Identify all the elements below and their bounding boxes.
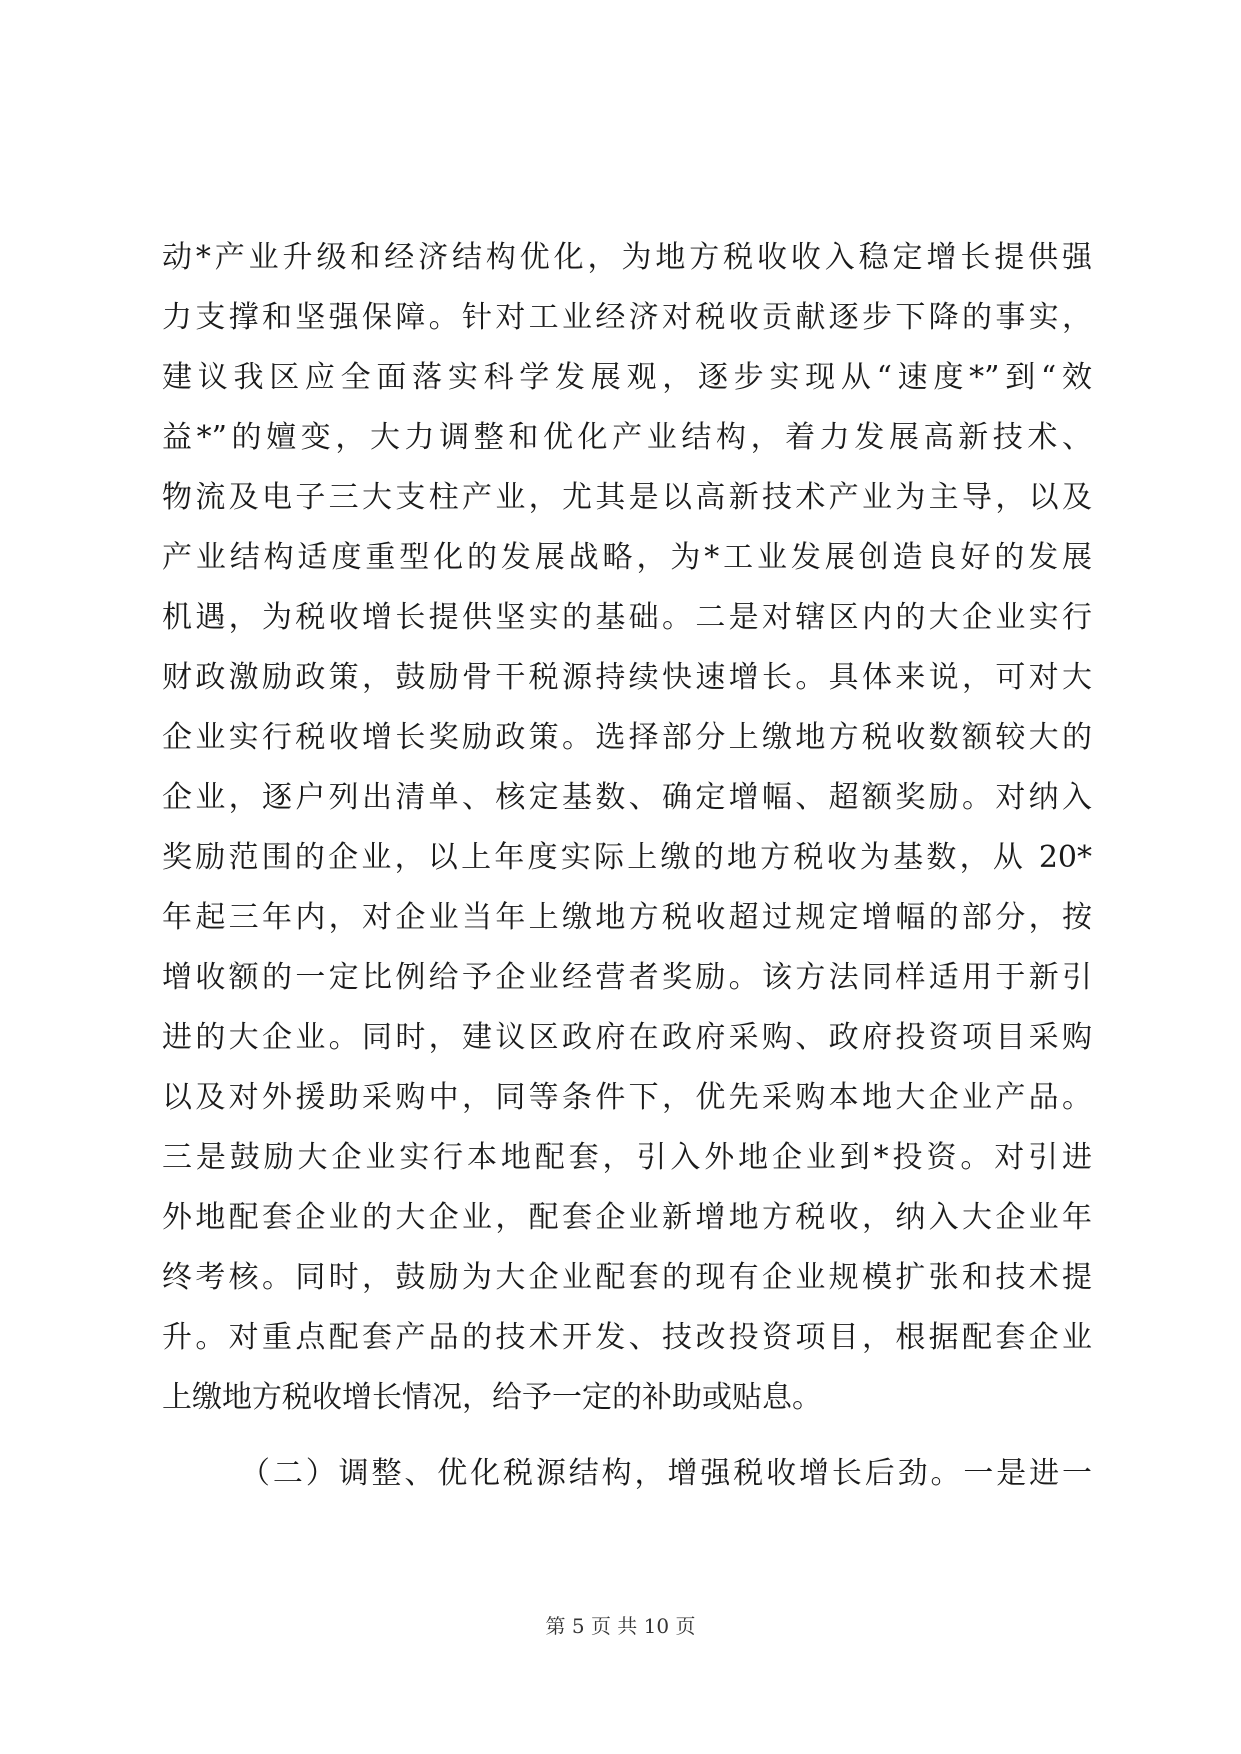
text-line: 动*产业升级和经济结构优化，为地方税收收入稳定增长提供强	[162, 240, 1092, 275]
text-line: 机遇，为税收增长提供坚实的基础。二是对辖区内的大企业实行	[162, 600, 1092, 635]
text-line: 上缴地方税收增长情况，给予一定的补助或贴息。	[162, 1380, 822, 1415]
text-line: 三是鼓励大企业实行本地配套，引入外地企业到*投资。对引进	[162, 1140, 1092, 1175]
text-line: 奖励范围的企业，以上年度实际上缴的地方税收为基数，从 20*	[162, 840, 1092, 875]
text-line: 年起三年内，对企业当年上缴地方税收超过规定增幅的部分，按	[162, 900, 1092, 935]
text-line: 产业结构适度重型化的发展战略，为*工业发展创造良好的发展	[162, 540, 1092, 575]
text-line: 企业实行税收增长奖励政策。选择部分上缴地方税收数额较大的	[162, 720, 1092, 755]
text-line: 财政激励政策，鼓励骨干税源持续快速增长。具体来说，可对大	[162, 660, 1092, 695]
text-line: 物流及电子三大支柱产业，尤其是以高新技术产业为主导，以及	[162, 480, 1092, 515]
text-line: 力支撑和坚强保障。针对工业经济对税收贡献逐步下降的事实，	[162, 300, 1092, 335]
text-line: 建议我区应全面落实科学发展观，逐步实现从“速度*”到“效	[162, 360, 1092, 395]
section-heading-line: （二）调整、优化税源结构，增强税收增长后劲。一是进一	[240, 1456, 1092, 1491]
text-line: 外地配套企业的大企业，配套企业新增地方税收，纳入大企业年	[162, 1200, 1092, 1235]
text-line: 终考核。同时，鼓励为大企业配套的现有企业规模扩张和技术提	[162, 1260, 1092, 1295]
paragraph-gap	[162, 1428, 1092, 1444]
body-text	[162, 228, 1092, 1504]
text-line: 益*”的嬗变，大力调整和优化产业结构，着力发展高新技术、	[162, 420, 1092, 455]
text-line: 以及对外援助采购中，同等条件下，优先采购本地大企业产品。	[162, 1080, 1092, 1115]
text-line: 进的大企业。同时，建议区政府在政府采购、政府投资项目采购	[162, 1020, 1092, 1055]
text-line: 升。对重点配套产品的技术开发、技改投资项目，根据配套企业	[162, 1320, 1092, 1355]
text-line: 企业，逐户列出清单、核定基数、确定增幅、超额奖励。对纳入	[162, 780, 1092, 815]
page-number-footer: 第 5 页 共 10 页	[545, 1614, 696, 1638]
text-line: 增收额的一定比例给予企业经营者奖励。该方法同样适用于新引	[162, 960, 1092, 995]
